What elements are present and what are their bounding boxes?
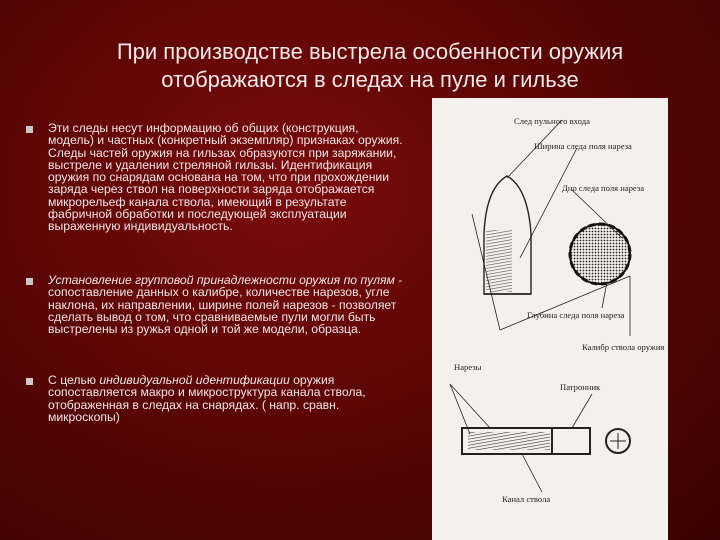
bullet-item — [26, 122, 406, 233]
title-line-1: При производстве выстрела особенности оружия — [116, 39, 624, 64]
bullet-emphasis: индивидуальной идентификации — [99, 373, 290, 387]
label-groove-depth: Глубина следа поля нареза — [527, 310, 625, 320]
bullet-item — [26, 274, 406, 335]
label-groove-width: Ширина следа поля нареза — [534, 141, 632, 151]
illustration-drawing — [432, 98, 668, 540]
label-caliber: Калибр ствола оружия — [582, 342, 665, 352]
label-groove-bottom: Дно следа поля нареза — [562, 183, 645, 193]
label-entry-trace: След пульного входа — [514, 116, 590, 126]
bullet-groove-traces — [486, 230, 512, 292]
bullet-text: Эти следы несут информацию об общих (конструкция, модель) и частных (конкретный экземпляр) признаках оружия. Следы частей оружия на гильзах образуются при заряжании, выстреле и удалении стреляной гильзы. Идентификация оружия по снарядам основана на том, что при прохождении заряда через ствол на поверхности заряда отображается микрорельеф канала ствола, имеющий в результате фабричной обработки и последующей эксплуатации выраженную индивидуальность. — [48, 121, 403, 234]
label-chamber: Патронник — [560, 382, 601, 392]
bullet-text: Установление групповой принадлежности оружия по пулям - сопоставление данных о калибре, количестве нарезов, угле наклона, их направлении, ширине полей нарезов - позволяет сделать вывод о том, что сравниваемые пули могли быть выстрелены из ружья одной и той же модели, образца. — [48, 273, 403, 337]
bullet-traces-illustration — [432, 98, 668, 540]
slide-title — [60, 38, 680, 94]
title-line-2: отображаются в следах на пуле и гильзе — [161, 67, 579, 92]
bullet-marker-icon — [26, 126, 33, 133]
barrel-rifling — [468, 432, 550, 450]
bullet-item — [26, 374, 406, 423]
bullet-text: С целью индивидуальной идентификации оружия сопоставляется макро и микроструктура канала ствола, отображенная в следах на снарядах. ( напр. сравн. микроскопы) — [48, 373, 366, 424]
chamber — [552, 428, 590, 454]
bullet-marker-icon — [26, 278, 33, 285]
bullet-marker-icon — [26, 378, 33, 385]
label-bore: Канал ствола — [502, 494, 551, 504]
bullet-emphasis: Установление групповой принадлежности оружия по пулям — [48, 273, 395, 287]
label-rifling: Нарезы — [454, 362, 482, 372]
